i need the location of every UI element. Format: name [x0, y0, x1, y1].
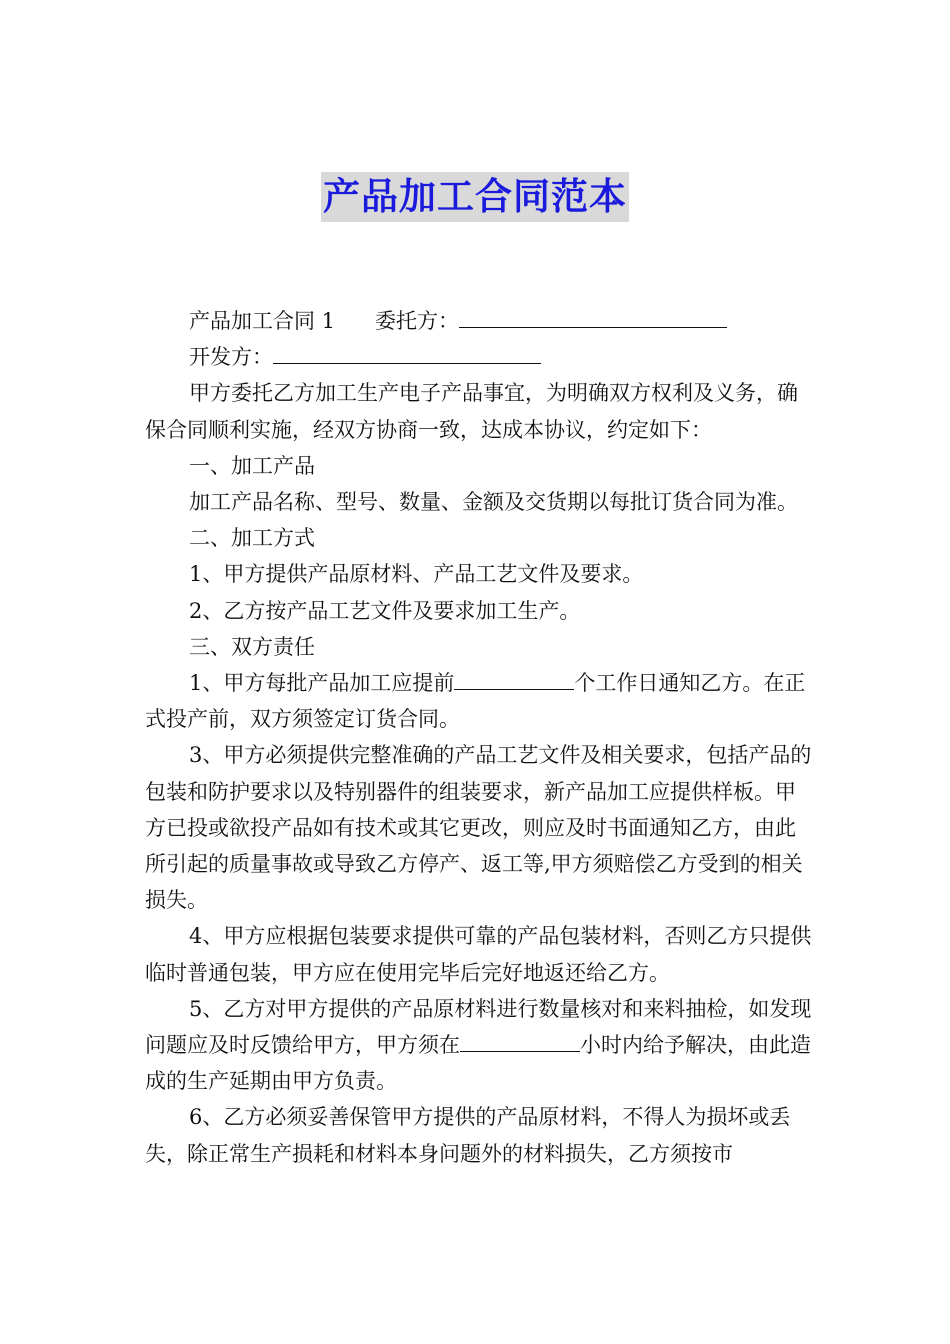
- section-3-heading: 三、双方责任: [189, 634, 315, 659]
- client-label: 委托方：: [375, 309, 460, 333]
- developer-label: 开发方：: [189, 345, 273, 370]
- contract-header-line: [145, 303, 815, 339]
- hours-blank: [460, 1029, 580, 1052]
- section-2-heading: 二、加工方式: [189, 526, 315, 551]
- days-blank: [454, 667, 574, 690]
- developer-blank: [273, 341, 541, 364]
- document-title: 产品加工合同范本: [321, 172, 629, 222]
- intro-paragraph: 甲方委托乙方加工生产电子产品事宜，为明确双方权利及义务，确保合同顺利实施，经双方协商一致，达成本协议，约定如下：: [145, 381, 798, 442]
- section-1-heading: 一、加工产品: [189, 453, 315, 478]
- item-1-text-a: 1、甲方每批产品加工应提前: [189, 671, 455, 696]
- section-3-item-6: 6、乙方必须妥善保管甲方提供的产品原材料，不得人为损坏或丢失，除正常生产损耗和材料本身问题外的材料损失，乙方须按市: [145, 1105, 791, 1166]
- item-1-text-b: 个工作日通知乙方。在正式投产前，双方须签定订货合同。: [145, 671, 806, 732]
- section-3-item-5: [145, 991, 815, 1100]
- section-1-text: 加工产品名称、型号、数量、金额及交货期以每批订货合同为准。: [189, 490, 798, 515]
- section-3-item-1: [145, 665, 815, 737]
- section-3-item-4: 4、甲方应根据包装要求提供可靠的产品包装材料，否则乙方只提供临时普通包装，甲方应在使用完毕后完好地返还给乙方。: [145, 924, 812, 985]
- section-2-item-2: 2、乙方按产品工艺文件及要求加工生产。: [189, 598, 581, 623]
- item-5-text-a: 5、乙方对甲方提供的产品原材料进行数量核对和来料抽检，如发现问题应及时反馈给甲方，甲方须在: [145, 996, 812, 1058]
- contract-label: 产品加工合同 1: [189, 309, 336, 333]
- document-title-wrap: [0, 172, 950, 222]
- section-3-item-3: 3、甲方必须提供完整准确的产品工艺文件及相关要求，包括产品的包装和防护要求以及特别器件的组装要求，新产品加工应提供样板。甲方已投或欲投产品如有技术或其它更改，则应及时书面通知乙方，由此所引起的质量事故或导致乙方停产、返工等,甲方须赔偿乙方受到的相关损失。: [145, 743, 812, 913]
- document-body: [145, 303, 815, 1172]
- client-blank: [459, 305, 727, 328]
- section-2-item-1: 1、甲方提供产品原材料、产品工艺文件及要求。: [189, 562, 644, 587]
- developer-line: [145, 339, 815, 375]
- item-5-text-b: 小时内给予解决，由此造成的生产延期由甲方负责。: [145, 1033, 811, 1094]
